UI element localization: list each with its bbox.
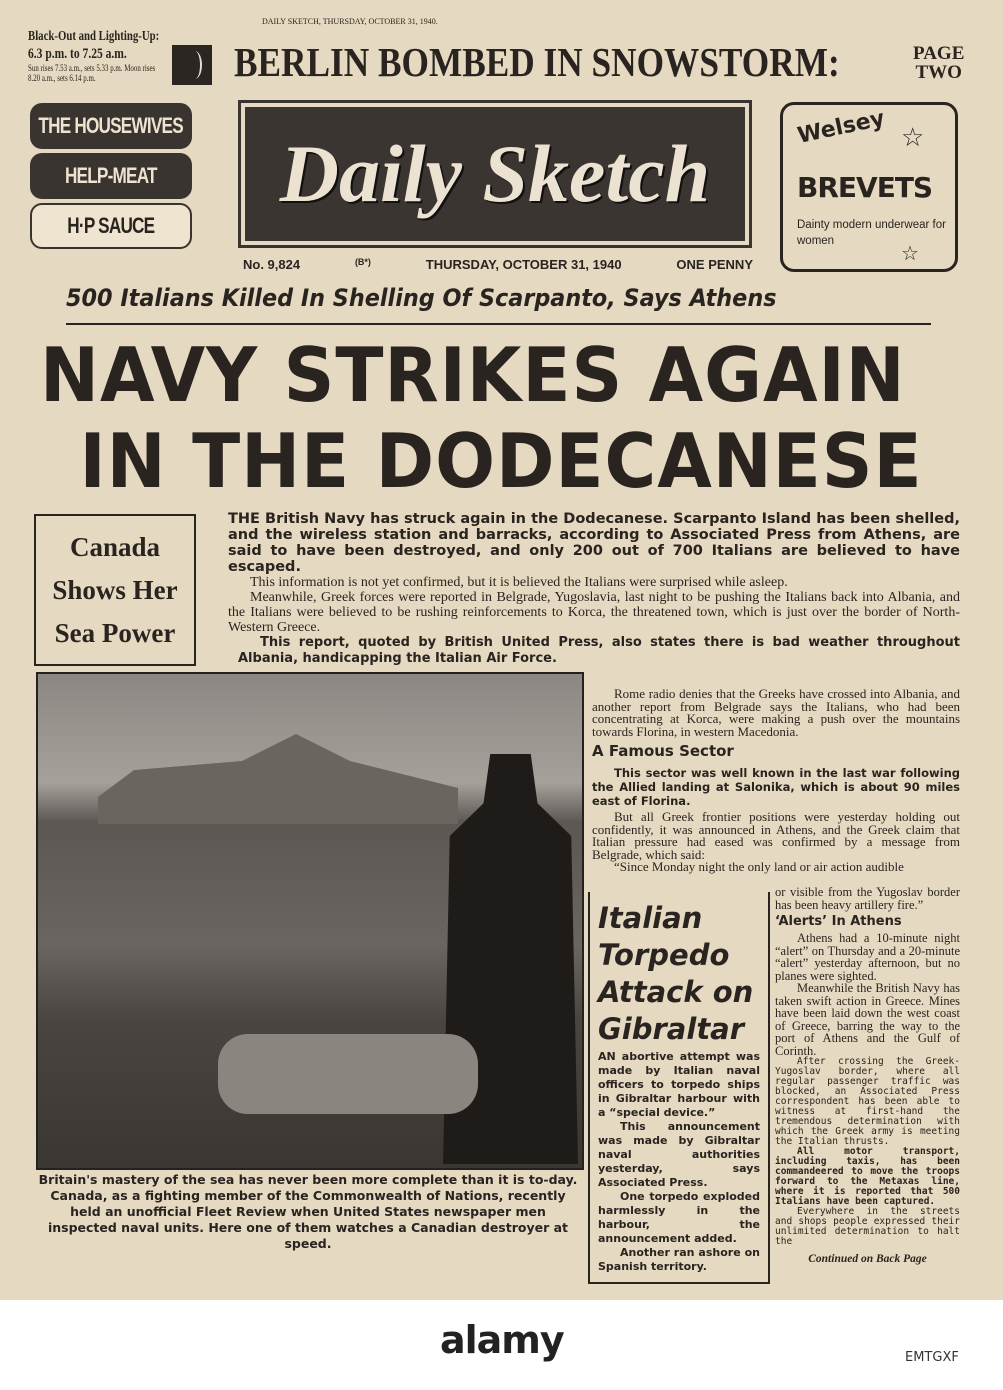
lead-p1: THE British Navy has struck again in the Dodecanese. Scarpanto Island has been shelled, and the wireless station and barracks, according to Associated Press from Athens, are said to have been destroyed, and only 200 out of 700 Italians are believed to have escaped. (228, 511, 960, 575)
blackout-title: Black-Out and Lighting-Up: (28, 29, 160, 44)
image-code: EMTGXF (905, 1350, 959, 1365)
col-p3: But all Greek frontier positions were yesterday holding out confidently, it was announced in Athens, and the Greek claim that Italian pressure had eased was confirmed by a message from Belgrade, which said: (592, 809, 960, 862)
canada-box[interactable] (34, 514, 196, 666)
dateline: DAILY SKETCH, THURSDAY, OCTOBER 31, 1940. (262, 17, 438, 26)
narrow-column (775, 886, 960, 1265)
moon-icon (172, 45, 212, 85)
destroyer-photo (36, 672, 584, 1170)
lead-p2: This information is not yet confirmed, but it is believed the Italians were surprised while asleep. (250, 575, 788, 590)
main-headline (40, 332, 960, 504)
blackout-times: 6.3 p.m. to 7.25 a.m. (28, 46, 127, 62)
page-reference (913, 44, 964, 82)
col-p4b: or visible from the Yugoslav border has been heavy artillery fire.” (775, 885, 960, 912)
torpedo-p3: One torpedo exploded harmlessly in the harbour, the announcement added. (598, 1190, 760, 1245)
headline-line-2: IN THE DODECANESE (79, 417, 923, 505)
torpedo-article (590, 1048, 768, 1276)
star-icon: ☆ (901, 241, 919, 265)
ad-help-meat-text: HELP-MEAT (65, 163, 157, 188)
col-p5: Athens had a 10-minute night “alert” on Thursday and a 20-minute “alert” yesterday afternoon, but no planes were sighted. (775, 931, 960, 983)
ad-housewives-text: THE HOUSEWIVES (38, 113, 184, 138)
lead-article (228, 511, 960, 667)
col-p4a: “Since Monday night the only land or air action audible (614, 859, 904, 874)
edition: (B*) (354, 257, 371, 267)
torpedo-p2: This announcement was made by Gibraltar naval authorities yesterday, says Associated Press. (598, 1120, 760, 1189)
torpedo-p4: Another ran ashore on Spanish territory. (598, 1246, 760, 1273)
ad-help-meat (30, 153, 192, 199)
col-p1: Rome radio denies that the Greeks have crossed into Albania, and another report from Belgrade says the Italians, who had been concentrating at Korca, were making a push over the mountains towards Florina, in western Macedonia. (592, 686, 960, 739)
col-heading-sector: A Famous Sector (592, 742, 734, 760)
col-p2: This sector was well known in the last war following the Allied landing at Salonika, which is about 90 miles east of Florina. (592, 766, 960, 808)
ad-housewives (30, 103, 192, 149)
issue-number: No. 9,824 (243, 257, 301, 272)
col-p8: All motor transport, including taxis, has been commandeered to move the troops forward to the Metaxas line, where it is reported that 500 Italians have been captured. (775, 1146, 960, 1207)
ad-product: BREVETS (797, 171, 933, 204)
blackout-box (28, 28, 167, 83)
subhead: 500 Italians Killed In Shelling Of Scarpanto, Says Athens (66, 284, 777, 312)
headline-line-1: NAVY STRIKES AGAIN (40, 331, 906, 419)
col-p6: Meanwhile the British Navy has taken swift action in Greece. Mines have been laid down the west coast of Greece, barring the way to the port of Athens and the Gulf of Corinth. (775, 981, 960, 1058)
ad-hp-sauce-text: H·P SAUCE (67, 213, 155, 238)
issue-line (243, 257, 753, 272)
photo-caption: Britain's mastery of the sea has never been more complete than it is to-day. Canada, as a fighting member of the Commonwealth of Nations, recently held an unofficial Fleet Review when United States newspaper men inspected naval units. Here one of them watches a Canadian destroyer at speed. (38, 1172, 578, 1251)
canada-box-title: Canada Shows Her Sea Power (52, 531, 178, 648)
page-ref-2: TWO (915, 62, 962, 83)
lead-p3: Meanwhile, Greek forces were reported in Belgrade, Yugoslavia, last night to be pushing the Italians back into Albania, and the Italians were believed to be rushing reinforcements to Korca, the threatened town, which is just over the border of North-Western Greece. (228, 590, 960, 635)
ad-brevets (780, 102, 958, 272)
col-p7: After crossing the Greek-Yugoslav border, where all regular passenger traffic was blocked, an Associated Press correspondent has been able to witness at first-hand the tremendous determination with which the Greek army is meeting the Italian thrusts. (775, 1056, 960, 1147)
right-column (592, 688, 960, 874)
masthead (238, 100, 752, 248)
masthead-title: Daily Sketch (279, 128, 711, 219)
torpedo-title: Italian Torpedo Attack on Gibraltar (598, 901, 754, 1046)
page-ref-1: PAGE (913, 43, 965, 64)
ad-hp-sauce (30, 203, 192, 249)
col-heading-alerts: ‘Alerts’ In Athens (775, 914, 902, 929)
deck-covers (218, 1034, 478, 1114)
torpedo-p1: AN abortive attempt was made by Italian naval officers to torpedo ships in Gibraltar harbour with a “special device.” (598, 1050, 760, 1119)
star-icon: ☆ (901, 123, 925, 153)
divider (66, 323, 931, 325)
continued-link[interactable]: Continued on Back Page (808, 1253, 927, 1265)
price: ONE PENNY (676, 257, 753, 272)
alamy-logo: alamy (440, 1318, 564, 1362)
issue-date: THURSDAY, OCTOBER 31, 1940 (425, 257, 622, 272)
ad-brand: Welsey (795, 106, 887, 149)
destroyer-ship (98, 734, 458, 824)
sun-moon-times: Sun rises 7.53 a.m., sets 5.33 p.m. Moon rises 8.20 a.m., sets 6.14 p.m. (28, 63, 156, 83)
top-headline: BERLIN BOMBED IN SNOWSTORM: (234, 39, 840, 85)
col-p9: Everywhere in the streets and shops people expressed their unlimited determination to halt the (775, 1206, 960, 1247)
lead-p4: This report, quoted by British United Press, also states there is bad weather throughout Albania, handicapping the Italian Air Force. (238, 635, 960, 666)
torpedo-box (588, 892, 770, 1284)
ad-tagline: Dainty modern underwear for women (797, 219, 946, 247)
